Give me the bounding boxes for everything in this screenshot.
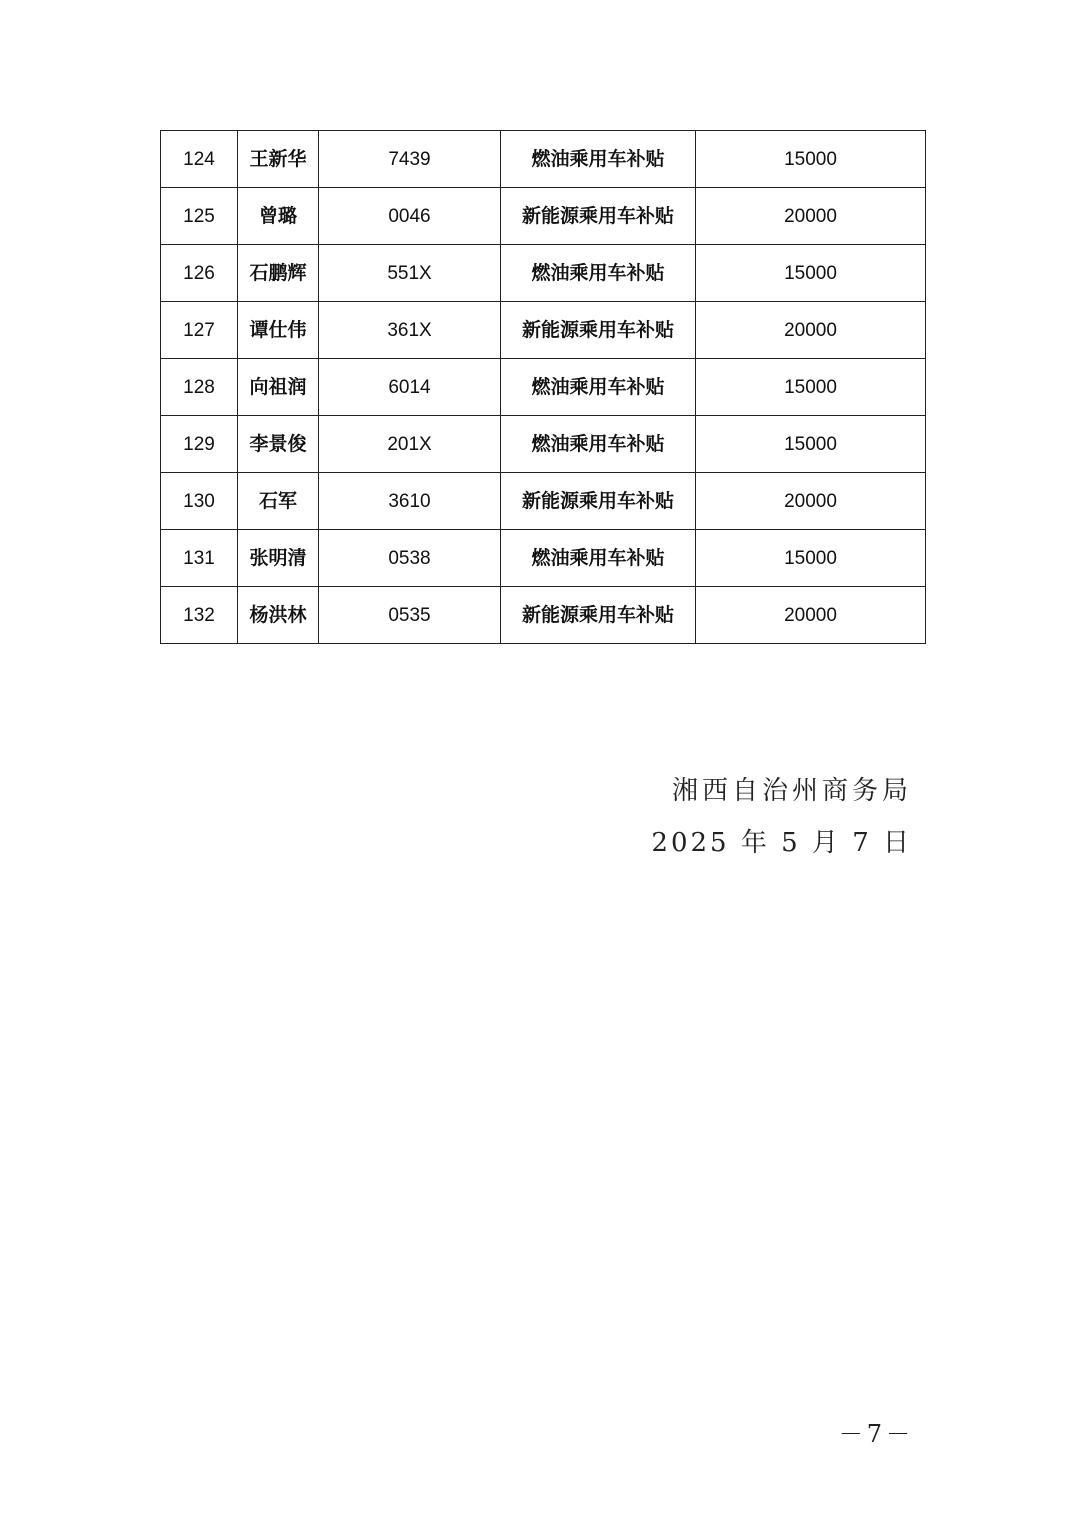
subsidy-type-cell: 燃油乘用车补贴 bbox=[501, 131, 696, 188]
subsidy-type-cell: 燃油乘用车补贴 bbox=[501, 359, 696, 416]
subsidy-amount-cell: 15000 bbox=[696, 359, 926, 416]
table-row bbox=[161, 416, 926, 473]
table-row bbox=[161, 587, 926, 644]
table-row bbox=[161, 530, 926, 587]
page-number: －7－ bbox=[838, 1420, 914, 1448]
subsidy-amount-cell: 15000 bbox=[696, 245, 926, 302]
subsidy-type-cell: 新能源乘用车补贴 bbox=[501, 587, 696, 644]
subsidy-type-cell: 燃油乘用车补贴 bbox=[501, 245, 696, 302]
id-suffix-cell: 6014 bbox=[319, 359, 501, 416]
subsidy-amount-cell: 20000 bbox=[696, 302, 926, 359]
id-suffix-cell: 0535 bbox=[319, 587, 501, 644]
id-suffix-cell: 7439 bbox=[319, 131, 501, 188]
table-row bbox=[161, 131, 926, 188]
subsidy-amount-cell: 20000 bbox=[696, 587, 926, 644]
id-suffix-cell: 0538 bbox=[319, 530, 501, 587]
subsidy-type-cell: 新能源乘用车补贴 bbox=[501, 473, 696, 530]
recipient-name-cell: 石鹏辉 bbox=[238, 245, 319, 302]
issue-date: 2025 年 5 月 7 日 bbox=[651, 828, 912, 858]
subsidy-recipient-table bbox=[160, 130, 926, 644]
subsidy-amount-cell: 20000 bbox=[696, 188, 926, 245]
row-number-cell: 129 bbox=[161, 416, 238, 473]
recipient-name-cell: 曾璐 bbox=[238, 188, 319, 245]
id-suffix-cell: 361X bbox=[319, 302, 501, 359]
subsidy-type-cell: 燃油乘用车补贴 bbox=[501, 530, 696, 587]
recipient-name-cell: 杨洪林 bbox=[238, 587, 319, 644]
row-number-cell: 124 bbox=[161, 131, 238, 188]
row-number-cell: 132 bbox=[161, 587, 238, 644]
recipient-name-cell: 张明清 bbox=[238, 530, 319, 587]
subsidy-amount-cell: 20000 bbox=[696, 473, 926, 530]
row-number-cell: 131 bbox=[161, 530, 238, 587]
row-number-cell: 127 bbox=[161, 302, 238, 359]
table-row bbox=[161, 302, 926, 359]
subsidy-type-cell: 新能源乘用车补贴 bbox=[501, 302, 696, 359]
subsidy-amount-cell: 15000 bbox=[696, 131, 926, 188]
issuing-organization: 湘西自治州商务局 bbox=[671, 776, 912, 806]
table-row bbox=[161, 188, 926, 245]
subsidy-amount-cell: 15000 bbox=[696, 416, 926, 473]
id-suffix-cell: 551X bbox=[319, 245, 501, 302]
recipient-name-cell: 李景俊 bbox=[238, 416, 319, 473]
recipient-name-cell: 王新华 bbox=[238, 131, 319, 188]
recipient-name-cell: 石军 bbox=[238, 473, 319, 530]
row-number-cell: 125 bbox=[161, 188, 238, 245]
table-row bbox=[161, 473, 926, 530]
id-suffix-cell: 3610 bbox=[319, 473, 501, 530]
recipient-name-cell: 谭仕伟 bbox=[238, 302, 319, 359]
id-suffix-cell: 0046 bbox=[319, 188, 501, 245]
subsidy-type-cell: 燃油乘用车补贴 bbox=[501, 416, 696, 473]
row-number-cell: 126 bbox=[161, 245, 238, 302]
row-number-cell: 130 bbox=[161, 473, 238, 530]
row-number-cell: 128 bbox=[161, 359, 238, 416]
table-row bbox=[161, 359, 926, 416]
table-row bbox=[161, 245, 926, 302]
subsidy-type-cell: 新能源乘用车补贴 bbox=[501, 188, 696, 245]
recipient-name-cell: 向祖润 bbox=[238, 359, 319, 416]
id-suffix-cell: 201X bbox=[319, 416, 501, 473]
subsidy-amount-cell: 15000 bbox=[696, 530, 926, 587]
